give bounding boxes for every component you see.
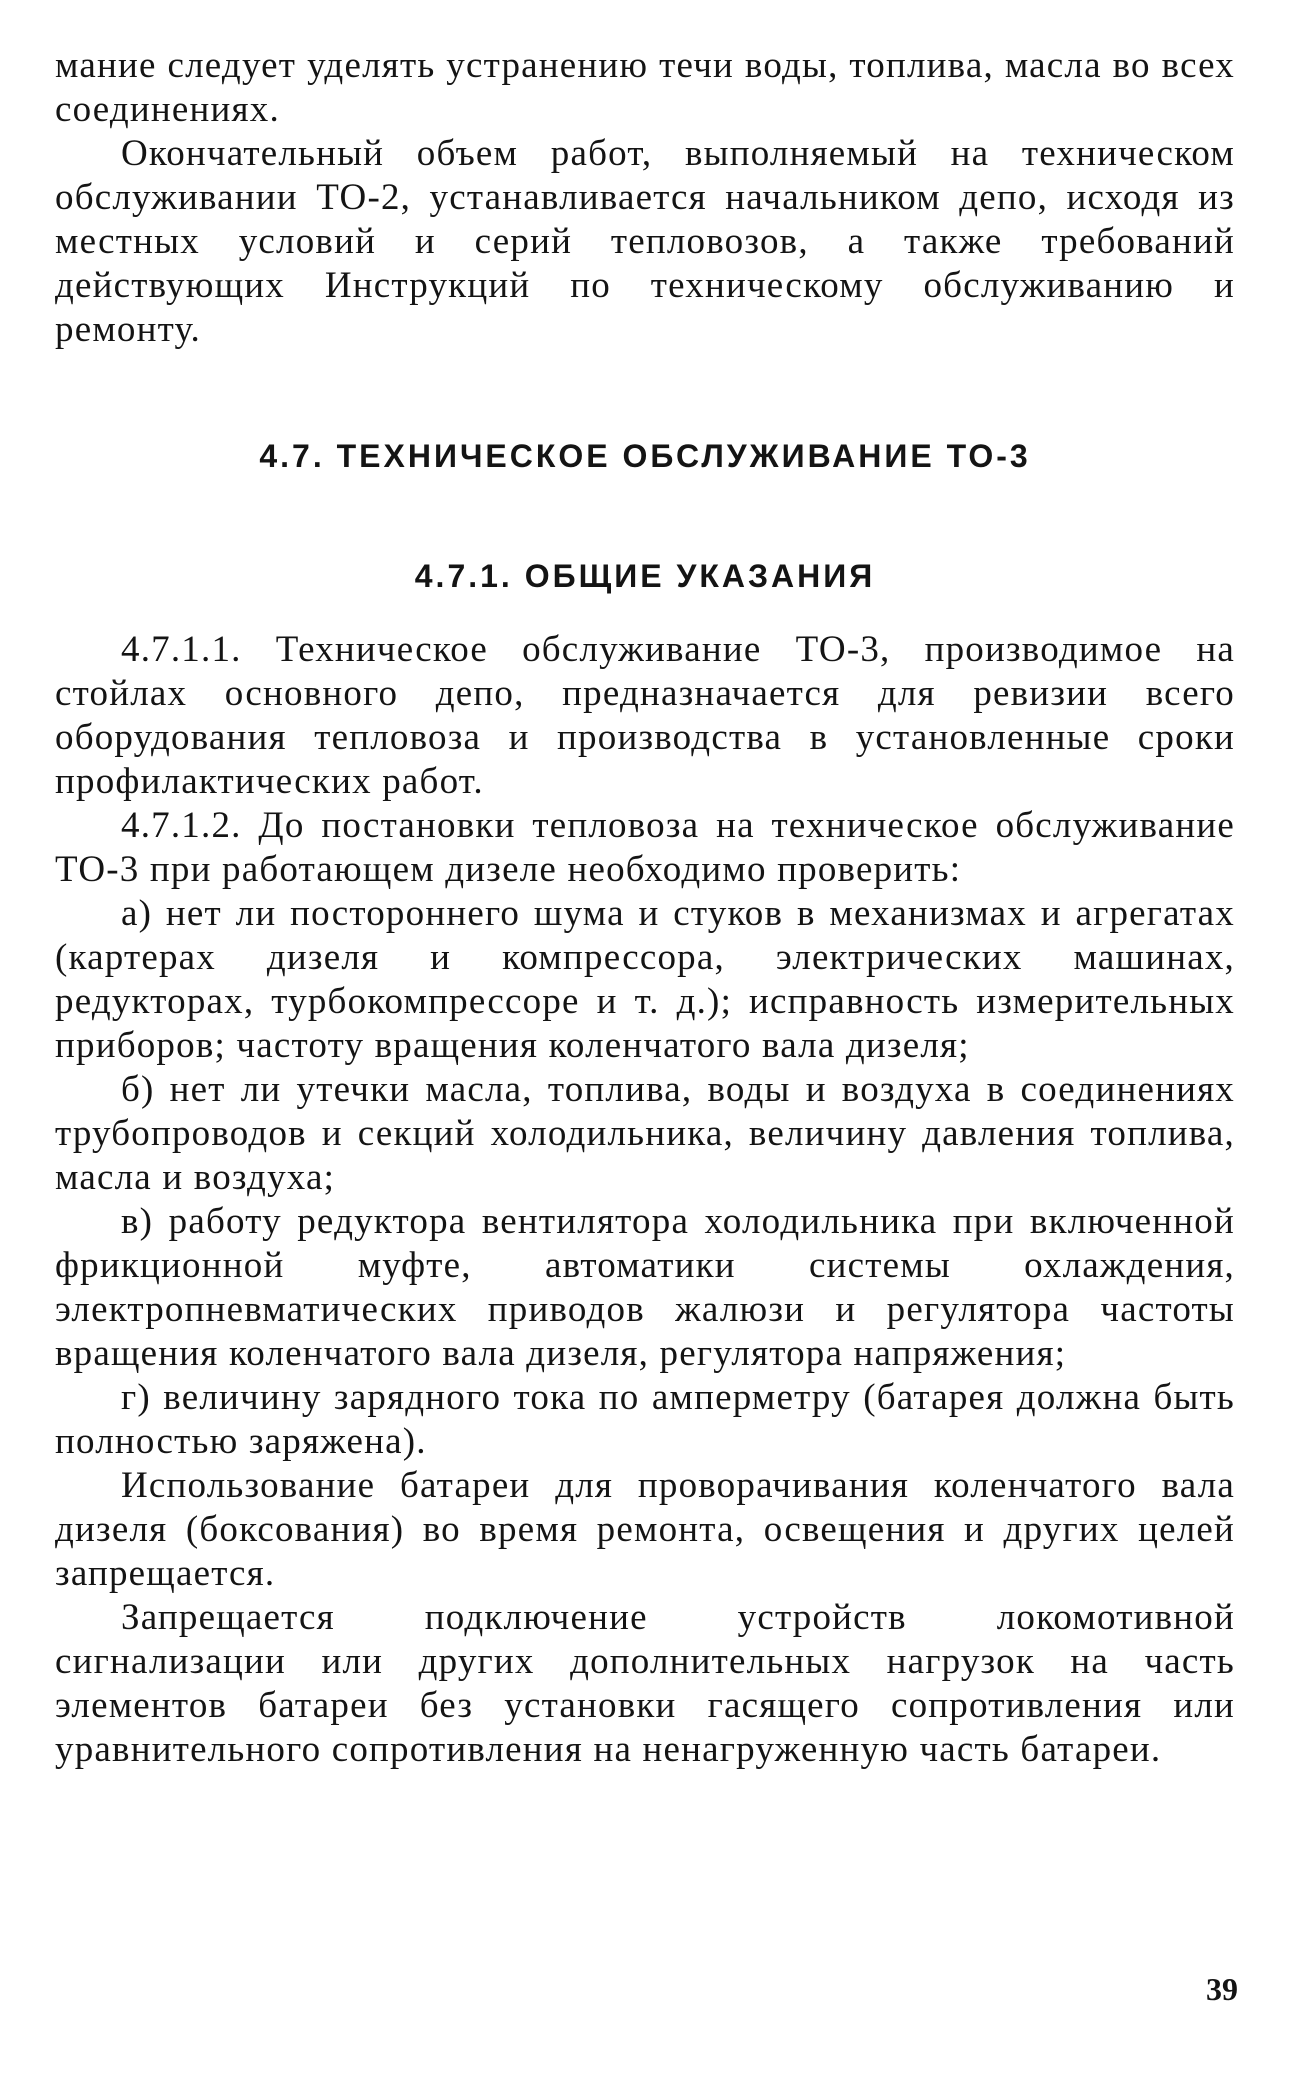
document-page (55, 44, 1235, 1772)
list-item-v: в) работу редуктора вентилятора холодильника при включенной фрикционной муфте, автоматики системы охлаждения, электропневматических приводов жалюзи и регулятора частоты вращения коленчатого вала дизеля, регулятора напряжения; (55, 1201, 1235, 1374)
page-number: 39 (1206, 1971, 1238, 2007)
list-item-g: г) величину зарядного тока по амперметру (батарея должна быть полностью заряжена). (55, 1377, 1235, 1462)
paragraph-battery-connection: Запрещается подключение устройств локомотивной сигнализации или других дополнительных нагрузок на часть элементов батареи без установки гасящего сопротивления или уравнительного сопротивления на ненагруженную часть батареи. (55, 1597, 1235, 1770)
paragraph-4-7-1-2: 4.7.1.2. До постановки тепловоза на техническое обслуживание ТО-3 при работающем дизеле необходимо проверить: (55, 805, 1235, 890)
paragraph-continuation: мание следует уделять устранению течи воды, топлива, масла во всех соединениях. (55, 45, 1235, 130)
section-heading: 4.7. ТЕХНИЧЕСКОЕ ОБСЛУЖИВАНИЕ ТО-3 (259, 438, 1031, 474)
list-item-b: б) нет ли утечки масла, топлива, воды и воздуха в соединениях трубопроводов и секций холодильника, величину давления топлива, масла и воздуха; (55, 1069, 1235, 1198)
subsection-heading: 4.7.1. ОБЩИЕ УКАЗАНИЯ (414, 558, 876, 594)
list-item-a: а) нет ли постороннего шума и стуков в механизмах и агрегатах (картерах дизеля и компрессора, электрических машинах, редукторах, турбокомпрессоре и т. д.); исправность измерительных приборов; частоту вращения коленчатого вала дизеля; (55, 893, 1235, 1066)
paragraph-battery-use: Использование батареи для проворачивания коленчатого вала дизеля (боксования) во время ремонта, освещения и других целей запрещается. (55, 1465, 1235, 1594)
paragraph-4-7-1-1: 4.7.1.1. Техническое обслуживание ТО-3, производимое на стойлах основного депо, предназначается для ревизии всего оборудования тепловоза и производства в установленные сроки профилактических работ. (55, 629, 1235, 802)
paragraph-scope-of-work: Окончательный объем работ, выполняемый на техническом обслуживании ТО-2, устанавливается начальником депо, исходя из местных условий и серий тепловозов, а также требований действующих Инструкций по техническому обслуживанию и ремонту. (55, 133, 1235, 350)
